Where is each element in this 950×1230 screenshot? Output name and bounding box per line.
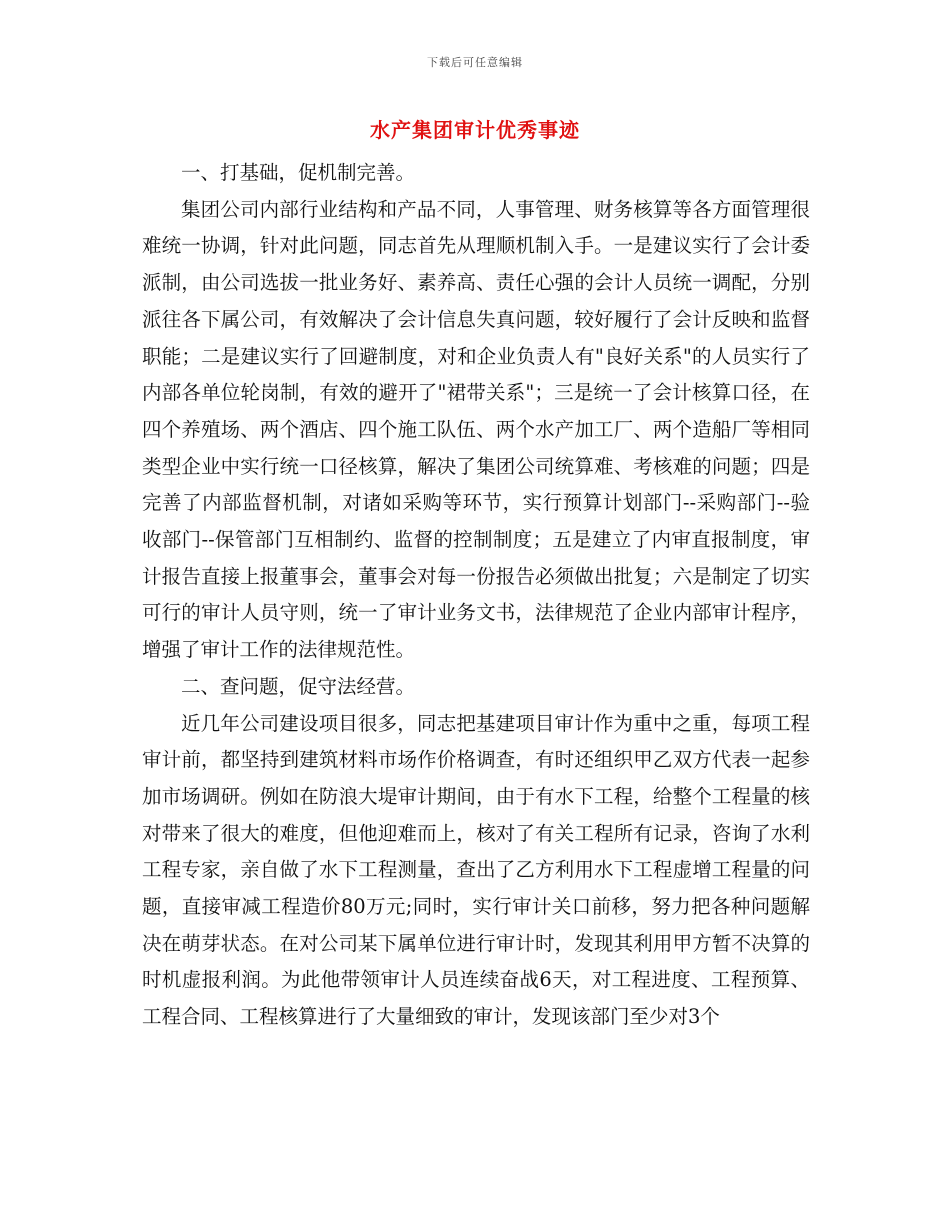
header-note: 下载后可任意编辑 — [427, 56, 523, 69]
section-heading-1: 一、打基础，促机制完善。 — [181, 161, 416, 184]
document-title: 水产集团审计优秀事迹 — [370, 118, 580, 142]
body-paragraph-1: 集团公司内部行业结构和产品不同，人事管理、财务核算等各方面管理很难统一协调，针对此问题，同志首先从理顺机制入手。一是建议实行了会计委派制，由公司选拔一批业务好、素养高、责任心强的会计人员统一调配，分别派往各下属公司，有效解决了会计信息失真问题，较好履行了会计反映和监督职能；二是建议实行了回避制度，对和企业负责人有"良好关系"的人员实行了内部各单位轮岗制，有效的避开了"裙带关系"；三是统一了会计核算口径，在四个养殖场、两个酒店、四个施工队伍、两个水产加工厂、两个造船厂等相同类型企业中实行统一口径核算，解决了集团公司统算难、考核难的问题；四是完善了内部监督机制，对诸如采购等环节，实行预算计划部门--采购部门--验收部门--保管部门互相制约、监督的控制制度；五是建立了内审直报制度，审计报告直接上报董事会，董事会对每一份报告必须做出批复；六是制定了切实可行的审计人员守则，统一了审计业务文书，法律规范了企业内部审计程序，增强了审计工作的法律规范性。 — [142, 197, 810, 662]
body-paragraph-2: 近几年公司建设项目很多，同志把基建项目审计作为重中之重，每项工程审计前，都坚持到建筑材料市场作价格调查，有时还组织甲乙双方代表一起参加市场调研。例如在防浪大堤审计期间，由于有水下工程，给整个工程量的核对带来了很大的难度，但他迎难而上，核对了有关工程所有记录，咨询了水利工程专家，亲自做了水下工程测量，查出了乙方利用水下工程虚增工程量的问题，直接审减工程造价80万元;同时，实行审计关口前移，努力把各种问题解决在萌芽状态。在对公司某下属单位进行审计时，发现其利用甲方暂不决算的时机虚报利润。为此他带领审计人员连续奋战6天，对工程进度、工程预算、工程合同、工程核算进行了大量细致的审计，发现该部门至少对3个 — [142, 711, 810, 1029]
section-heading-2: 二、查问题，促守法经营。 — [181, 674, 416, 698]
document-body — [142, 155, 810, 1036]
